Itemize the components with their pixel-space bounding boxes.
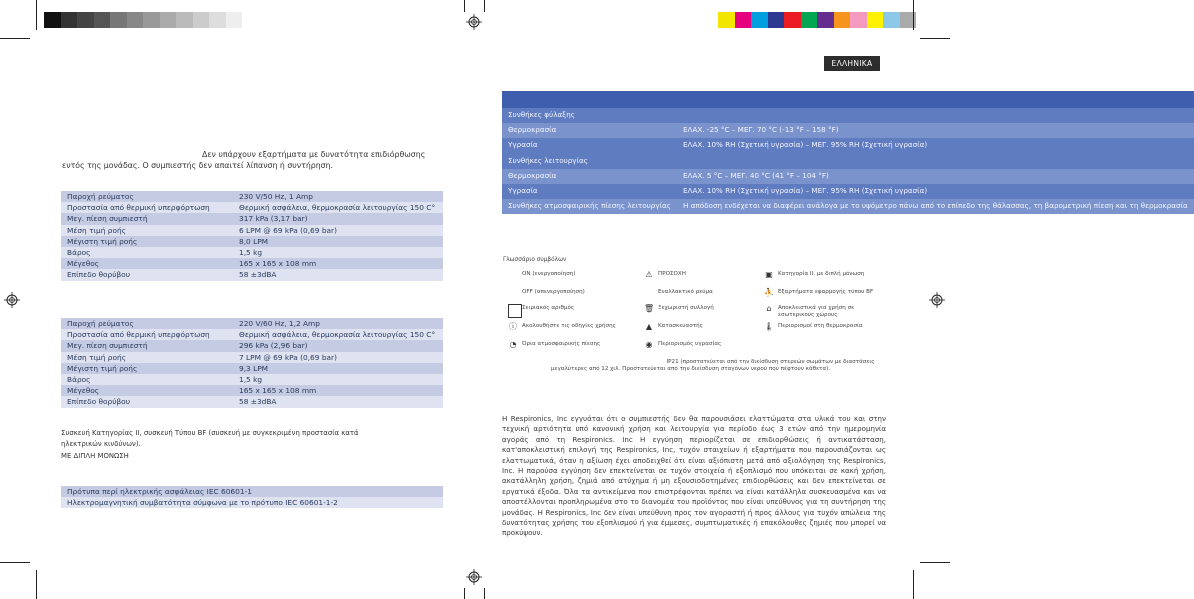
warranty-text: Η Respironics, Inc εγγυάται ότι ο συμπιεστής δεν θα παρουσιάσει ελαττώματα στα υλικά του και στην τεχνική αρτιότητα υπό κανονική χρήση και λειτουργία για περίοδο έως 3 ετών από την ημερομηνία αγοράς από τη Respironics. Inc Η εγγύηση περιορίζεται σε επιδιορθώσεις ή αντικατάσταση, κατ'αποκλειστική επιλογή της Respironics, Inc, τυχόν σταιχείων ή εξαρτήματα που παρουσιάζονται ως ελαττωματικά, όταν η αξίωση έχει αποδειχθεί ότι είναι αξιόπιστη μετά από αξιολόγηση της Respironics, Inc. Η παρούσα εγγύηση δεν επεκτείνεται σε τυχόν στοιχεία ή εξοπλισμό που υπόκειται σε κακή χρήση, ακατάλληλη χρήση, ζημιά από ατύχημα ή μη εξουσιοδοτημένες επιδιορθώσεις και δεν επεκτείνεται σε εργατικά έξοδα. Όλα τα αντικείμενα που επιστρέφονται πρέπει να είναι κατάλληλα συσκευασμένα και να αποστέλλονται προπληρωμένα στο το διανομέα του προϊόντος που είναι υπεύθυνος για τη συντήρηση της μονάδας. Η Respironics, Inc δεν είναι υπεύθυνη προς τον αγοραστή ή προς άλλους για τυχόν απώλεια της δυνατότητας χρήσης του εξοπλισμού ή για έμμεσες, συμπτωματικές ή επακόλουθες ζημιές που μπορεί να προκύψουν. <box>502 414 886 538</box>
color-swatch <box>193 12 210 28</box>
table-row <box>502 108 1194 123</box>
color-calibration-strip <box>718 12 916 28</box>
spec-label: Μέγιστη τιμή ροής <box>61 363 233 374</box>
thermometer-icon: 🌡 <box>764 322 775 331</box>
color-swatch <box>801 12 818 28</box>
color-swatch <box>94 12 111 28</box>
env-label: Συνθήκες ατμοσφαιρικής πίεσης λειτουργίας <box>502 199 677 214</box>
spec-value: 6 LPM @ 69 kPa (0,69 bar) <box>233 225 443 236</box>
spec-label: Μέση τιμή ροής <box>61 225 233 236</box>
spec-label: Επίπεδο θορύβου <box>61 269 233 280</box>
color-swatch <box>817 12 834 28</box>
registration-mark-icon <box>466 14 482 30</box>
symbol-label: ON (ενεργοποίηση) <box>522 271 576 277</box>
table-row <box>502 138 1194 153</box>
table-row <box>61 258 443 269</box>
color-swatch <box>127 12 144 28</box>
table-row <box>61 318 443 329</box>
symbol-label: Αποκλειστικά για χρήση σε εσωτερικούς χώρους <box>778 305 855 318</box>
standard-item: Ηλεκτρομαγνητική συμβατότητα σύμφωνα με το πρότυπο IEC 60601-1-2 <box>61 497 443 508</box>
table-row <box>502 169 1194 184</box>
table-row <box>61 236 443 247</box>
spec-value: 8,0 LPM <box>233 236 443 247</box>
spec-value: 7 LPM @ 69 kPa (0,69 bar) <box>233 352 443 363</box>
environment-table <box>502 91 1194 214</box>
language-badge: ΕΛΛΗΝΙΚΑ <box>824 56 880 71</box>
symbol-label: ΠΡΟΣΟΧΗ <box>658 271 686 277</box>
table-row <box>61 363 443 374</box>
env-value: ΕΛΑΧ. 5 °C – ΜΕΓ. 40 °C (41 °F – 104 °F) <box>677 169 1194 184</box>
spec-value: 58 ±3dBA <box>233 269 443 280</box>
spec-label: Μέγεθος <box>61 258 233 269</box>
spec-label: Προστασία από θερμική υπερφόρτωση <box>61 202 233 213</box>
symbol-label: Κατασκευαστής <box>658 323 703 329</box>
crop-mark <box>0 562 30 563</box>
crop-mark <box>36 0 37 30</box>
symbol-label: Ξεχωριστή συλλογή <box>658 305 714 311</box>
color-swatch <box>110 12 127 28</box>
spec-label: Βάρος <box>61 374 233 385</box>
env-value: Η απόδοση ενδέχεται να διαφέρει ανάλογα με το υψόμετρο πάνω από το επίπεδο της θάλασσας, τη βαρομετρική πίεση και τη θερμοκρασία <box>677 199 1194 214</box>
spec-label: Παροχή ρεύματος <box>61 318 233 329</box>
humidity-limit-icon: ◉ <box>645 340 653 349</box>
registration-mark-icon <box>929 292 945 308</box>
power-off-icon <box>508 288 518 298</box>
env-label: Υγρασία <box>502 184 677 199</box>
table-row <box>502 199 1194 214</box>
indoor-use-icon: ⌂ <box>766 304 772 313</box>
spec-value: 230 V/50 Hz, 1 Amp <box>233 191 443 202</box>
spec-value: 9,3 LPM <box>233 363 443 374</box>
device-classification: Συσκευή Κατηγορίας II, συσκευή Τύπου BF (συσκευή με συγκεκριμένη προστασία κατά ηλεκτρικών κινδύνων). <box>61 429 359 448</box>
color-swatch <box>850 12 867 28</box>
color-swatch <box>77 12 94 28</box>
symbol-label: Σειριακός αριθμός <box>522 305 575 311</box>
table-row <box>502 123 1194 138</box>
table-row <box>61 486 443 497</box>
crop-mark <box>920 38 950 39</box>
env-label <box>502 91 1194 108</box>
table-row <box>61 329 443 340</box>
weee-bin-icon: 🗑 <box>644 304 655 313</box>
color-swatch <box>867 12 884 28</box>
spec-label: Μεγ. πίεση συμπιεστή <box>61 213 233 224</box>
crop-mark <box>913 570 914 599</box>
spec-value: 317 kPa (3,17 bar) <box>233 213 443 224</box>
symbol-label: Κατηγορία II, με διπλή μόνωση <box>778 271 865 277</box>
spec-label: Μέγιστη τιμή ροής <box>61 236 233 247</box>
spec-value: 296 kPa (2,96 bar) <box>233 340 443 351</box>
follow-instructions-icon: ⓘ <box>509 322 517 331</box>
color-swatch <box>209 12 226 28</box>
env-label: Συνθήκες λειτουργίας <box>502 154 1194 169</box>
gray-calibration-strip <box>44 12 242 28</box>
crop-mark <box>36 570 37 599</box>
double-insulation-label: ΜΕ ΔΙΠΛΗ ΜΟΝΩΣΗ <box>61 452 129 460</box>
table-row <box>502 184 1194 199</box>
spec-value: 165 x 165 x 108 mm <box>233 385 443 396</box>
type-bf-icon: ⛹ <box>764 288 774 297</box>
symbol-label: OFF (απενεργοποίηση) <box>522 289 585 295</box>
color-swatch <box>784 12 801 28</box>
intro-text: Δεν υπάρχουν εξαρτήματα με δυνατότητα επιδιόρθωσης εντός της μονάδας. Ο συμπιεστής δεν απαιτεί λίπανση ή συντήρηση. <box>62 150 426 170</box>
color-swatch <box>143 12 160 28</box>
registration-mark-icon <box>466 569 482 585</box>
symbol-label: Εναλλακτικό ρεύμα <box>658 289 713 295</box>
table-row <box>61 247 443 258</box>
table-row <box>61 385 443 396</box>
spec-label: Βάρος <box>61 247 233 258</box>
crop-mark <box>464 0 465 12</box>
symbol-label: Όρια ατμοσφαιρικής πίεσης <box>522 341 601 347</box>
table-row <box>61 374 443 385</box>
spec-table-230v <box>61 191 443 281</box>
table-row <box>61 269 443 280</box>
env-label: Θερμοκρασία <box>502 169 677 184</box>
spec-label: Προστασία από θερμική υπερφόρτωση <box>61 329 233 340</box>
serial-number-icon <box>508 304 522 318</box>
spec-label: Παροχή ρεύματος <box>61 191 233 202</box>
color-swatch <box>768 12 785 28</box>
color-swatch <box>160 12 177 28</box>
symbol-label: Περιορισμός υγρασίας <box>658 341 722 347</box>
crop-mark <box>913 0 914 30</box>
standard-item: Πρότυπα περί ηλεκτρικής ασφάλειας IEC 60601-1 <box>61 486 443 497</box>
env-label: Θερμοκρασία <box>502 123 677 138</box>
table-row <box>61 340 443 351</box>
color-swatch <box>718 12 735 28</box>
color-swatch <box>735 12 752 28</box>
table-row <box>502 154 1194 169</box>
spec-label: Μεγ. πίεση συμπιεστή <box>61 340 233 351</box>
spec-value: 1,5 kg <box>233 374 443 385</box>
table-row <box>61 225 443 236</box>
spec-label: Επίπεδο θορύβου <box>61 396 233 407</box>
standards-table <box>61 486 443 508</box>
spec-value: 58 ±3dBA <box>233 396 443 407</box>
env-value: ΕΛΑΧ. 10% RH (Σχετική υγρασία) – ΜΕΓ. 95% RH (Σχετική υγρασία) <box>677 138 1194 153</box>
spec-value: 1,5 kg <box>233 247 443 258</box>
spec-value: Θερμική ασφάλεια, θερμοκρασία λειτουργίας 150 C° <box>233 202 443 213</box>
spec-value: 165 x 165 x 108 mm <box>233 258 443 269</box>
spec-label: Μέση τιμή ροής <box>61 352 233 363</box>
color-swatch <box>176 12 193 28</box>
crop-mark <box>484 0 485 12</box>
crop-mark <box>0 38 30 39</box>
spec-table-220v <box>61 318 443 408</box>
glossary-title: Γλωσσάριο συμβόλων <box>503 257 567 263</box>
env-label: Συνθήκες φύλαξης <box>502 108 1194 123</box>
symbol-label: Περιορισμοί στη θερμοκρασία <box>778 323 863 329</box>
color-swatch <box>44 12 61 28</box>
table-row <box>61 213 443 224</box>
color-swatch <box>883 12 900 28</box>
env-label: Υγρασία <box>502 138 677 153</box>
class-ii-icon: ▣ <box>765 270 773 279</box>
registration-mark-icon <box>4 292 20 308</box>
color-swatch <box>834 12 851 28</box>
ac-icon <box>644 288 654 298</box>
table-row <box>61 396 443 407</box>
color-swatch <box>61 12 78 28</box>
pressure-limit-icon: ◔ <box>509 340 517 349</box>
table-row <box>61 202 443 213</box>
spec-label: Μέγεθος <box>61 385 233 396</box>
table-row <box>61 352 443 363</box>
table-row <box>502 91 1194 108</box>
env-value: ΕΛΑΧ. 10% RH (Σχετική υγρασία) – ΜΕΓ. 95% RH (Σχετική υγρασία) <box>677 184 1194 199</box>
env-value: ΕΛΑΧ. -25 °C – ΜΕΓ. 70 °C (-13 °F – 158 °F) <box>677 123 1194 138</box>
color-swatch <box>226 12 243 28</box>
spec-value: 220 V/60 Hz, 1,2 Amp <box>233 318 443 329</box>
color-swatch <box>751 12 768 28</box>
manufacturer-icon: ▲ <box>645 322 653 331</box>
crop-mark <box>464 588 465 599</box>
crop-mark <box>484 588 485 599</box>
symbol-label: Εξαρτήματα εφαρμογής τύπου BF <box>778 289 874 295</box>
table-row <box>61 497 443 508</box>
spec-value: Θερμική ασφάλεια, θερμοκρασία λειτουργίας 150 C° <box>233 329 443 340</box>
table-row <box>61 191 443 202</box>
crop-mark <box>920 562 950 563</box>
power-on-icon <box>508 270 518 280</box>
caution-icon: ⚠ <box>645 270 653 279</box>
ip21-note: IP21 (προστατεύεται από την διείσδυση στερεών σωμάτων με διαστάσεις μεγαλύτερες από 12 χιλ. Προστατεύεται από την διείσδυση σταγόνων νερού που πέφτουν κάθετα). <box>550 359 875 372</box>
symbol-label: Ακολουθήστε τις οδηγίες χρήσης <box>522 323 616 329</box>
